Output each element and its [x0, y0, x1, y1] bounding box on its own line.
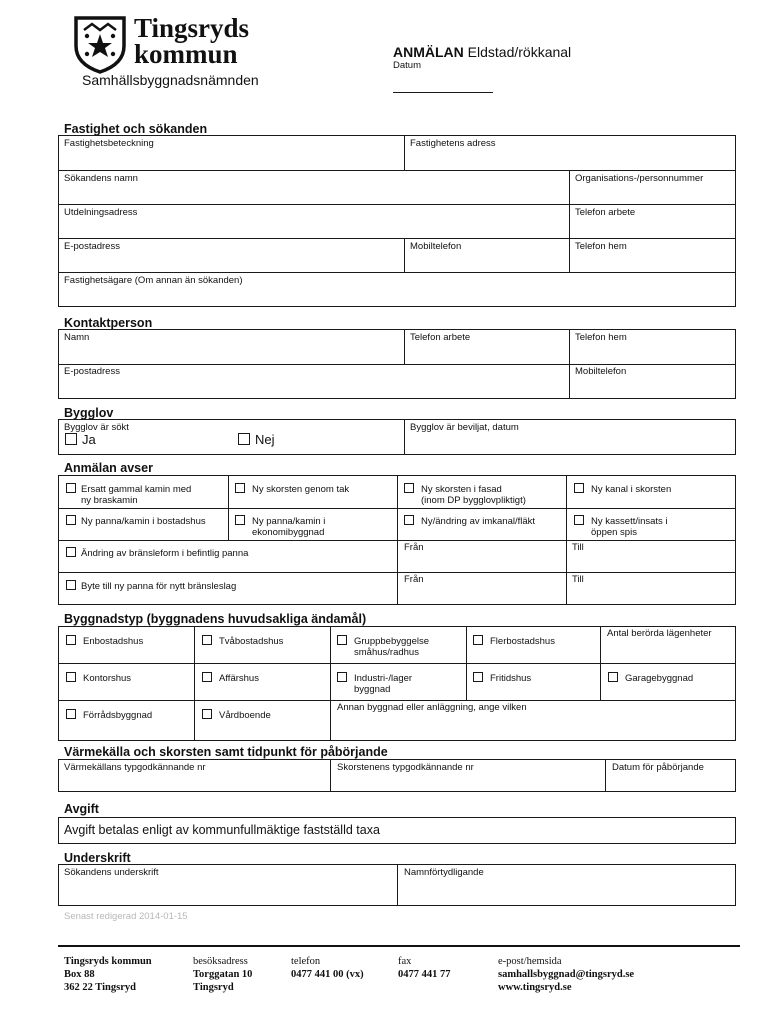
divider [569, 329, 570, 399]
divider [330, 759, 331, 792]
footer-web [498, 955, 634, 994]
skorsten-nr-field[interactable]: Skorstenens typgodkännande nr [337, 762, 474, 773]
logo-line1: Tingsryds [134, 13, 250, 43]
divider [194, 626, 195, 741]
telefon-arbete-field[interactable]: Telefon arbete [575, 207, 636, 218]
divider [569, 238, 570, 272]
avgift-text: Avgift betalas enligt av kommunfullmäktige fastställd taxa [64, 823, 380, 837]
tvabostadshus-label: Tvåbostadshus [219, 636, 284, 647]
tvabostadshus-checkbox[interactable] [202, 635, 212, 645]
kontorshus-label: Kontorshus [83, 673, 132, 684]
bygglov-box [58, 419, 736, 455]
fastighetens-adress-field[interactable]: Fastighetens adress [410, 138, 496, 149]
ersatt-kamin-label: Ersatt gammal kamin med ny braskamin [81, 484, 192, 506]
footer-fax-number: 0477 441 77 [398, 969, 451, 980]
kontakt-telefon-arbete-field[interactable]: Telefon arbete [410, 332, 471, 343]
footer-visit-street: Torggatan 10 [193, 969, 253, 980]
revised-date: Senast redigerad 2014-01-15 [64, 911, 188, 922]
footer-phone-number: 0477 441 00 (vx) [291, 969, 364, 980]
section-bygglov: Bygglov [64, 406, 114, 420]
grupp-checkbox[interactable] [337, 635, 347, 645]
sokandens-namn-field[interactable]: Sökandens namn [64, 173, 138, 184]
panna-ekonomi-label: Ny panna/kamin i ekonomibyggnad [252, 516, 326, 538]
skorsten-fasad-checkbox[interactable] [404, 483, 414, 493]
utdelningsadress-field[interactable]: Utdelningsadress [64, 207, 138, 218]
fastighetsbeteckning-field[interactable]: Fastighetsbeteckning [64, 138, 154, 149]
divider [58, 663, 736, 664]
panna-bostadshus-label: Ny panna/kamin i bostadshus [81, 516, 206, 527]
kanal-skorsten-checkbox[interactable] [574, 483, 584, 493]
antal-lagenheter-field[interactable]: Antal berörda lägenheter [607, 628, 712, 639]
grupp-label: Gruppbebyggelse småhus/radhus [354, 636, 429, 658]
divider [397, 475, 398, 540]
footer-fax-label: fax [398, 956, 412, 967]
annan-byggnad-field[interactable]: Annan byggnad eller anläggning, ange vilken [337, 702, 527, 713]
garage-checkbox[interactable] [608, 672, 618, 682]
sokandens-underskrift-field[interactable]: Sökandens underskrift [64, 867, 159, 878]
footer-org [64, 955, 152, 994]
divider [58, 364, 736, 365]
footer-website-link[interactable]: www.tingsryd.se [498, 982, 572, 993]
divider [404, 135, 405, 170]
date-label: Datum [393, 60, 421, 71]
affarshus-label: Affärshus [219, 673, 259, 684]
divider [404, 419, 405, 455]
bygglov-nej-label: Nej [255, 432, 275, 447]
footer-phone-label: telefon [291, 956, 321, 967]
footer-visit-label: besöksadress [193, 956, 248, 967]
footer-org-name: Tingsryds kommun [64, 956, 152, 967]
bygglov-beviljat-field[interactable]: Bygglov är beviljat, datum [410, 422, 519, 433]
ersatt-kamin-checkbox[interactable] [66, 483, 76, 493]
kontorshus-checkbox[interactable] [66, 672, 76, 682]
forrad-checkbox[interactable] [66, 709, 76, 719]
kontakt-epost-field[interactable]: E-postadress [64, 366, 120, 377]
divider [404, 238, 405, 272]
fritidshus-label: Fritidshus [490, 673, 532, 684]
affarshus-checkbox[interactable] [202, 672, 212, 682]
skorsten-tak-label: Ny skorsten genom tak [252, 484, 350, 495]
divider [228, 475, 229, 540]
department-name: Samhällsbyggnadsnämnden [82, 72, 259, 88]
section-avgift: Avgift [64, 802, 99, 816]
form-title-rest: Eldstad/rökkanal [467, 44, 572, 60]
flerbostadshus-checkbox[interactable] [473, 635, 483, 645]
divider [58, 272, 736, 273]
byte-fran-field[interactable]: Från [404, 574, 424, 585]
kontakt-mobil-field[interactable]: Mobiltelefon [575, 366, 627, 377]
fastighetsagare-field[interactable]: Fastighetsägare (Om annan än sökanden) [64, 275, 243, 286]
divider [605, 759, 606, 792]
section-varme: Värmekälla och skorsten samt tidpunkt för påbörjande [64, 745, 388, 759]
logo-line2: kommun [134, 39, 238, 69]
footer-visit-city: Tingsryd [193, 982, 234, 993]
form-title-bold: ANMÄLAN [393, 44, 464, 60]
epost-field[interactable]: E-postadress [64, 241, 120, 252]
kontakt-telefon-hem-field[interactable]: Telefon hem [575, 332, 627, 343]
byte-till-field[interactable]: Till [572, 574, 584, 585]
industri-label: Industri-/lager byggnad [354, 673, 413, 695]
bransleform-label: Ändring av bränsleform i befintlig panna [81, 548, 249, 559]
divider [397, 864, 398, 906]
fritidshus-checkbox[interactable] [473, 672, 483, 682]
kanal-skorsten-label: Ny kanal i skorsten [591, 484, 672, 495]
footer-visit [193, 955, 252, 994]
bygglov-nej-checkbox[interactable] [238, 433, 250, 445]
kassett-label: Ny kassett/insats i öppen spis [591, 516, 668, 538]
vardboende-label: Vårdboende [219, 710, 271, 721]
crest-icon [74, 16, 126, 74]
datum-paborjande-field[interactable]: Datum för påbörjande [612, 762, 704, 773]
kassett-checkbox[interactable] [574, 515, 584, 525]
divider [404, 329, 405, 364]
mobil-field[interactable]: Mobiltelefon [410, 241, 462, 252]
divider [58, 238, 736, 239]
section-byggnadstyp: Byggnadstyp (byggnadens huvudsakliga ändamål) [64, 612, 367, 626]
divider [330, 626, 331, 700]
footer-rule [58, 945, 740, 947]
footer-fax [398, 955, 451, 981]
telefon-hem-field[interactable]: Telefon hem [575, 241, 627, 252]
enbostadshus-label: Enbostadshus [83, 636, 144, 647]
bransleform-checkbox[interactable] [66, 547, 76, 557]
divider [566, 475, 567, 605]
bransleform-fran-field[interactable]: Från [404, 542, 424, 553]
footer-web-label: e-post/hemsida [498, 956, 562, 967]
vardboende-checkbox[interactable] [202, 709, 212, 719]
footer-org-box: Box 88 [64, 969, 95, 980]
bygglov-ja-checkbox[interactable] [65, 433, 77, 445]
garage-label: Garagebyggnad [625, 673, 694, 684]
panna-ekonomi-checkbox[interactable] [235, 515, 245, 525]
divider [600, 626, 601, 700]
divider [569, 170, 570, 238]
skorsten-tak-checkbox[interactable] [235, 483, 245, 493]
namnfortydligande-field[interactable]: Namnförtydligande [404, 867, 484, 878]
section-fastighet: Fastighet och sökanden [64, 122, 208, 136]
imkanal-checkbox[interactable] [404, 515, 414, 525]
org-nr-field[interactable]: Organisations-/personnummer [575, 173, 704, 184]
form-title [393, 44, 571, 60]
divider [397, 540, 398, 605]
imkanal-label: Ny/ändring av imkanal/fläkt [421, 516, 536, 527]
panna-bostadshus-checkbox[interactable] [66, 515, 76, 525]
byte-panna-label: Byte till ny panna för nytt bränsleslag [81, 581, 237, 592]
bygglov-sokt-label: Bygglov är sökt [64, 422, 129, 433]
section-anmalan: Anmälan avser [64, 461, 153, 475]
date-line[interactable] [393, 92, 493, 93]
forrad-label: Förrådsbyggnad [83, 710, 153, 721]
skorsten-fasad-label: Ny skorsten i fasad (inom DP bygglovpliktigt) [421, 484, 526, 506]
enbostadshus-checkbox[interactable] [66, 635, 76, 645]
bygglov-ja-label: Ja [82, 432, 96, 447]
divider [330, 700, 331, 741]
footer-phone [291, 955, 364, 981]
divider [466, 626, 467, 700]
divider [58, 170, 736, 171]
varmekalla-field[interactable]: Värmekällans typgodkännande nr [64, 762, 206, 773]
bransleform-till-field[interactable]: Till [572, 542, 584, 553]
kontakt-namn-field[interactable]: Namn [64, 332, 90, 343]
divider [58, 700, 736, 701]
section-underskrift: Underskrift [64, 851, 131, 865]
divider [58, 204, 736, 205]
footer-org-city: 362 22 Tingsryd [64, 982, 136, 993]
section-kontakt: Kontaktperson [64, 316, 153, 330]
footer-email-link[interactable]: samhallsbyggnad@tingsryd.se [498, 969, 635, 980]
industri-checkbox[interactable] [337, 672, 347, 682]
byte-panna-checkbox[interactable] [66, 580, 76, 590]
flerbostadshus-label: Flerbostadshus [490, 636, 555, 647]
